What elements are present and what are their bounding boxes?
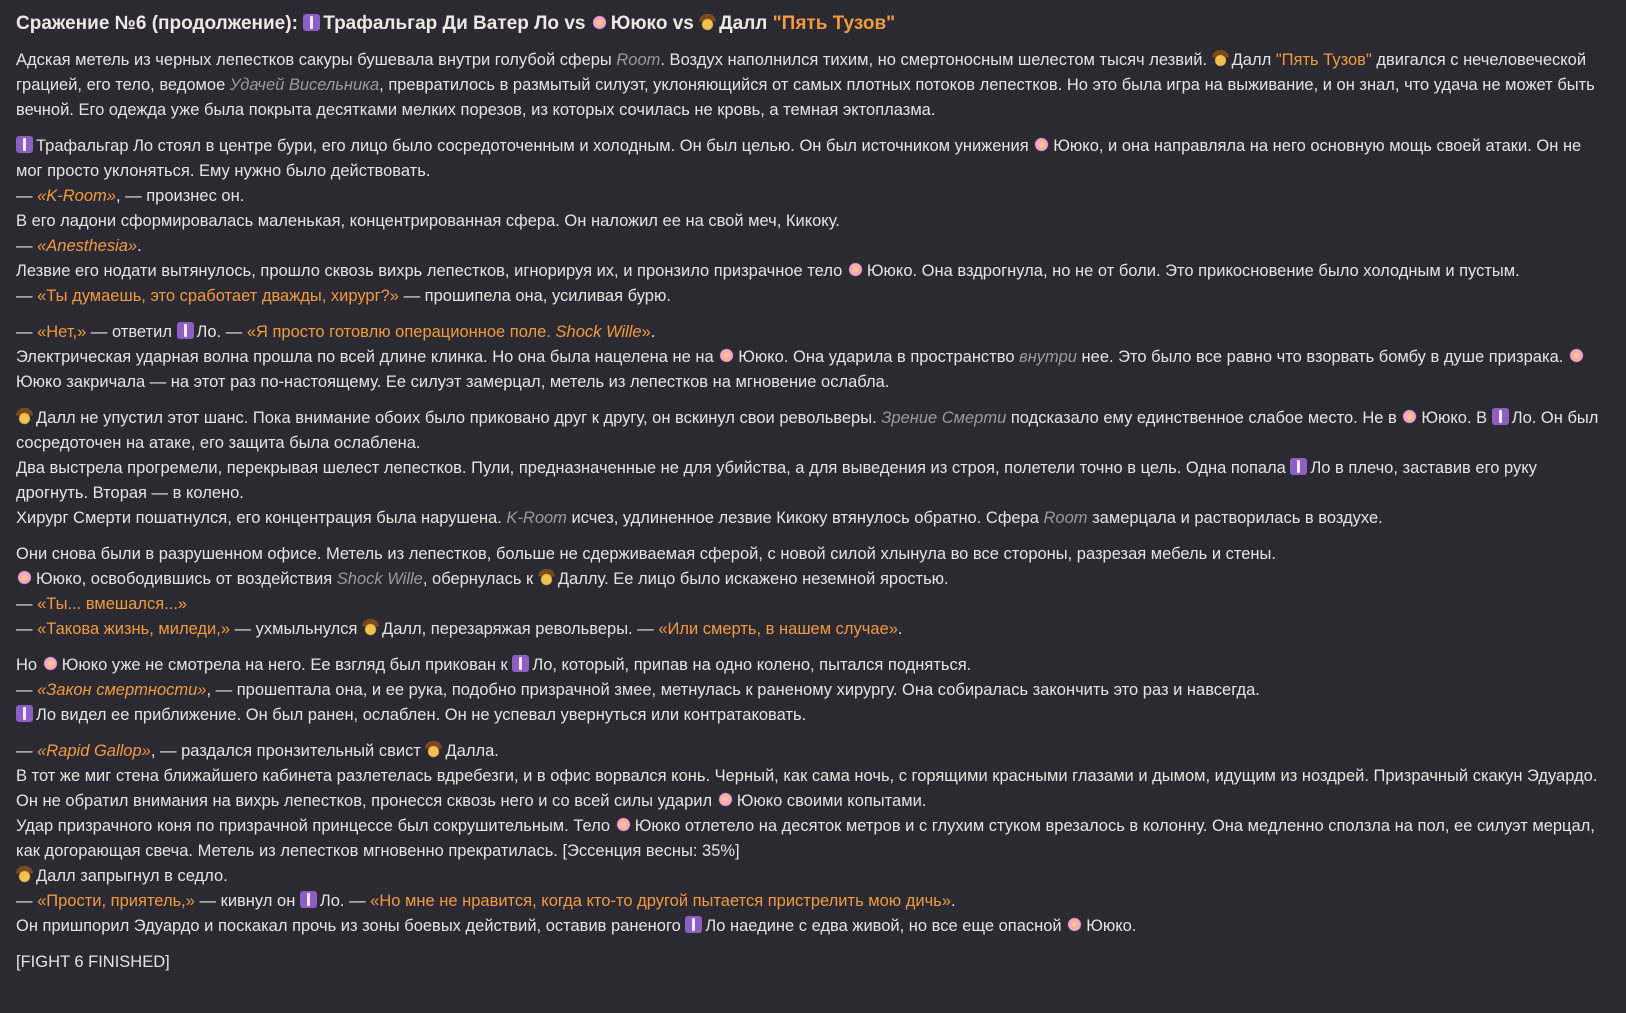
text-line	[16, 592, 1610, 617]
text-line	[16, 567, 1610, 592]
text-run: «K-Room»	[37, 187, 116, 205]
text-run: , обернулась к	[422, 570, 538, 588]
text-line	[16, 653, 1610, 678]
text-run: «Такова жизнь, миледи,»	[37, 620, 231, 638]
text-run: Трафальгар Ди Ватер Ло	[323, 13, 560, 34]
text-run: Ююко, и она направляла на него основную мощь своей атаки. Он не мог просто уклоняться. Ему нужно было действовать.	[16, 137, 1582, 180]
text-run: .	[650, 323, 656, 341]
text-run: — кивнул он	[194, 892, 300, 910]
text-run: подсказало ему единственное слабое место. Не в	[1006, 409, 1402, 427]
text-run: Ююко. В	[1421, 409, 1492, 427]
text-run: «Ты думаешь, это сработает дважды, хирург?»	[37, 287, 399, 305]
text-run: замерцала и растворилась в воздухе.	[1087, 509, 1383, 527]
text-run: Room	[616, 51, 661, 69]
story-title	[16, 10, 1610, 38]
text-run: Ло видел ее приближение. Он был ранен, ослаблен. Он не успевал увернуться или контратаковать.	[36, 706, 807, 724]
text-run: «Нет,»	[37, 323, 87, 341]
text-run: исчез, удлиненное лезвие Кикоку втянулось обратно. Сфера	[566, 509, 1044, 527]
text-run: vs	[564, 13, 586, 34]
text-line	[16, 184, 1610, 209]
text-run: —	[16, 287, 38, 305]
cherry-blossom-icon	[847, 261, 864, 278]
text-run: внутри	[1019, 348, 1077, 366]
text-run: —	[16, 742, 38, 760]
paragraph-1	[16, 48, 1610, 123]
text-run: Трафальгар Ло стоял в центре бури, его лицо было сосредоточенным и холодным. Он был целью. Он был источником унижения	[36, 137, 1034, 155]
cowboy-face-icon	[362, 619, 379, 636]
cowboy-face-icon	[538, 569, 555, 586]
caduceus-icon	[16, 705, 33, 722]
text-line	[16, 764, 1610, 814]
text-run: Shock Wille	[336, 570, 423, 588]
text-run: , — раздался пронзительный свист	[150, 742, 426, 760]
text-line	[16, 234, 1610, 259]
cherry-blossom-icon	[718, 347, 735, 364]
text-run: Ююко. Она вздрогнула, но не от боли. Это прикосновение было холодным и пустым.	[866, 262, 1520, 280]
cherry-blossom-icon	[1033, 136, 1050, 153]
text-run: »	[641, 323, 651, 341]
text-run: Далл запрыгнул в седло.	[36, 867, 228, 885]
cherry-blossom-icon	[591, 14, 608, 31]
text-run: Электрическая ударная волна прошла по всей длине клинка. Но она была нацелена не на	[16, 348, 719, 366]
text-run: Ло. —	[319, 892, 371, 910]
text-run: Далл не упустил этот шанс. Пока внимание обоих было приковано друг к другу, он вскинул свои револьверы.	[36, 409, 882, 427]
text-run: Далл, перезаряжая револьверы. —	[382, 620, 659, 638]
text-line	[16, 456, 1610, 506]
text-run: Далл	[1231, 51, 1276, 69]
text-run: Ююко.	[1086, 917, 1137, 935]
text-run: Shock Wille	[555, 323, 642, 341]
text-run: Два выстрела прогремели, перекрывая шелест лепестков. Пули, предназначенные не для убийства, а для выведения из строя, полетели точно в цель. Одна попала	[16, 459, 1291, 477]
text-line	[16, 134, 1610, 184]
text-run: «Но мне не нравится, когда кто-то другой пытается пристрелить мою дичь»	[370, 892, 951, 910]
text-run: .	[897, 620, 903, 638]
text-run: «Anesthesia»	[37, 237, 138, 255]
text-run: Хирург Смерти пошатнулся, его концентрация была нарушена.	[16, 509, 507, 527]
caduceus-icon	[16, 136, 33, 153]
text-run: "Пять Тузов"	[772, 13, 896, 34]
text-line	[16, 814, 1610, 864]
text-run: —	[16, 187, 38, 205]
text-run: Ло наедине с едва живой, но все еще опасной	[705, 917, 1067, 935]
text-run: — прошипела она, усиливая бурю.	[398, 287, 671, 305]
text-run: Даллу. Ее лицо было искажено неземной яростью.	[557, 570, 949, 588]
text-line	[16, 259, 1610, 284]
text-line	[16, 864, 1610, 889]
paragraph-7	[16, 739, 1610, 939]
text-run: Ло в плечо, заставив его руку дрогнуть. Вторая — в колено.	[16, 459, 1537, 502]
text-run: Ююко	[610, 13, 668, 34]
text-run: Ююко уже не смотрела на него. Ее взгляд был прикован к	[61, 656, 513, 674]
text-run: «Закон смертности»	[37, 681, 207, 699]
text-line	[16, 678, 1610, 703]
cowboy-face-icon	[699, 14, 716, 31]
text-run: Далл	[719, 13, 768, 34]
text-run: —	[16, 595, 38, 613]
text-run: .	[137, 237, 142, 255]
caduceus-icon	[300, 891, 317, 908]
cherry-blossom-icon	[42, 655, 59, 672]
text-run: Зрение Смерти	[881, 409, 1007, 427]
cherry-blossom-icon	[1401, 408, 1418, 425]
cherry-blossom-icon	[717, 791, 734, 808]
text-line	[16, 506, 1610, 531]
text-run: vs	[672, 13, 694, 34]
text-run: , — прошептала она, и ее рука, подобно призрачной змее, метнулась к раненому хирургу. Она собиралась закончить это раз и навсегда.	[206, 681, 1260, 699]
text-run: Но	[16, 656, 42, 674]
paragraph-3	[16, 320, 1610, 395]
text-run: «Rapid Gallop»	[37, 742, 151, 760]
text-run: — ответил	[86, 323, 177, 341]
text-run: . Воздух наполнился тихим, но смертоносным шелестом тысяч лезвий.	[660, 51, 1212, 69]
cowboy-face-icon	[1212, 50, 1229, 67]
paragraph-4	[16, 406, 1610, 531]
text-run: В тот же миг стена ближайшего кабинета разлетелась вдребезги, и в офис ворвался конь. Черный, как сама ночь, с горящими красными глазами и дымом, идущим из ноздрей. Призрачный скакун Эдуардо. Он не обратил внимания на вихрь лепестков, пронесся сквозь него и со всей силы ударил	[16, 767, 1598, 810]
fight-finished-marker: [FIGHT 6 FINISHED]	[16, 953, 170, 971]
cowboy-face-icon	[425, 741, 442, 758]
text-run: Ююко закричала — на этот раз по-настоящему. Ее силуэт замерцал, метель из лепестков на мгновение ослабла.	[16, 373, 890, 391]
paragraph-2	[16, 134, 1610, 309]
cherry-blossom-icon	[615, 816, 632, 833]
paragraph-6	[16, 653, 1610, 728]
text-run: «Я просто готовлю операционное поле.	[246, 323, 556, 341]
text-run: «Прости, приятель,»	[37, 892, 195, 910]
text-run: K-Room	[506, 509, 567, 527]
text-run: , превратилось в размытый силуэт, уклоняющийся от самых плотных потоков лепестков. Но это была игра на выживание, и он знал, что удача не может быть вечной. Его одежда уже была покрыта десятками мелких порезов, из которых сочилась не кровь, а темная эктоплазма.	[16, 76, 1595, 119]
caduceus-icon	[303, 14, 320, 31]
text-run: Ююко. Она ударила в пространство	[738, 348, 1020, 366]
text-line	[16, 914, 1610, 939]
text-run: —	[16, 681, 38, 699]
text-run: Ююко, освободившись от воздействия	[36, 570, 337, 588]
text-run: Ло, который, припав на одно колено, пытался подняться.	[532, 656, 972, 674]
text-run: Сражение №6 (продолжение):	[16, 13, 298, 34]
text-run: .	[950, 892, 956, 910]
text-line	[16, 617, 1610, 642]
cherry-blossom-icon	[1066, 916, 1083, 933]
text-run: , — произнес он.	[115, 187, 245, 205]
text-run: Room	[1043, 509, 1088, 527]
text-line	[16, 345, 1610, 395]
text-run: — ухмыльнулся	[230, 620, 363, 638]
caduceus-icon	[1492, 408, 1509, 425]
text-run: «Ты... вмешался...»	[37, 595, 188, 613]
text-run: Лезвие его нодати вытянулось, прошло сквозь вихрь лепестков, игнорируя их, и пронзило призрачное тело	[16, 262, 847, 280]
cherry-blossom-icon	[16, 569, 33, 586]
cowboy-face-icon	[16, 866, 33, 883]
text-run: Далла.	[445, 742, 499, 760]
text-line	[16, 284, 1610, 309]
text-run: нее. Это было все равно что взорвать бомбу в душе призрака.	[1076, 348, 1568, 366]
caduceus-icon	[685, 916, 702, 933]
text-run: Удачей Висельника	[229, 76, 380, 94]
text-line	[16, 739, 1610, 764]
text-run: —	[16, 892, 38, 910]
text-run: Ююко своими копытами.	[736, 792, 927, 810]
text-run: Удар призрачного коня по призрачной принцессе был сокрушительным. Тело	[16, 817, 615, 835]
text-run: —	[16, 620, 38, 638]
paragraph-5	[16, 542, 1610, 642]
caduceus-icon	[177, 322, 194, 339]
text-run: "Пять Тузов"	[1275, 51, 1372, 69]
text-run: —	[16, 323, 38, 341]
text-run: Он пришпорил Эдуардо и поскакал прочь из зоны боевых действий, оставив раненого	[16, 917, 686, 935]
text-run: —	[16, 237, 38, 255]
text-line: Они снова были в разрушенном офисе. Метель из лепестков, больше не сдерживаемая сферой, с новой силой хлынула во все стороны, разрезая мебель и стены.	[16, 545, 1276, 563]
text-line: В его ладони сформировалась маленькая, концентрированная сфера. Он наложил ее на свой меч, Кикоку.	[16, 212, 840, 230]
text-line	[16, 406, 1610, 456]
text-line	[16, 320, 1610, 345]
text-run: Ло. Он был сосредоточен на атаке, его защита была ослаблена.	[16, 409, 1599, 452]
text-run: Ююко отлетело на десяток метров и с глухим стуком врезалось в колонну. Она медленно сползла на пол, ее силуэт мерцал, как догорающая свеча. Метель из лепестков мгновенно прекратилась. [Эссенция весны: 35%]	[16, 817, 1595, 860]
text-line	[16, 703, 1610, 728]
cherry-blossom-icon	[1568, 347, 1585, 364]
text-run: Ло. —	[196, 323, 247, 341]
text-run: «Или смерть, в нашем случае»	[658, 620, 898, 638]
cowboy-face-icon	[16, 408, 33, 425]
text-line	[16, 889, 1610, 914]
text-run: двигался с нечеловеческой грацией, его тело, ведомое	[16, 51, 1587, 94]
text-run: Адская метель из черных лепестков сакуры бушевала внутри голубой сферы	[16, 51, 617, 69]
caduceus-icon	[512, 655, 529, 672]
caduceus-icon	[1290, 458, 1307, 475]
